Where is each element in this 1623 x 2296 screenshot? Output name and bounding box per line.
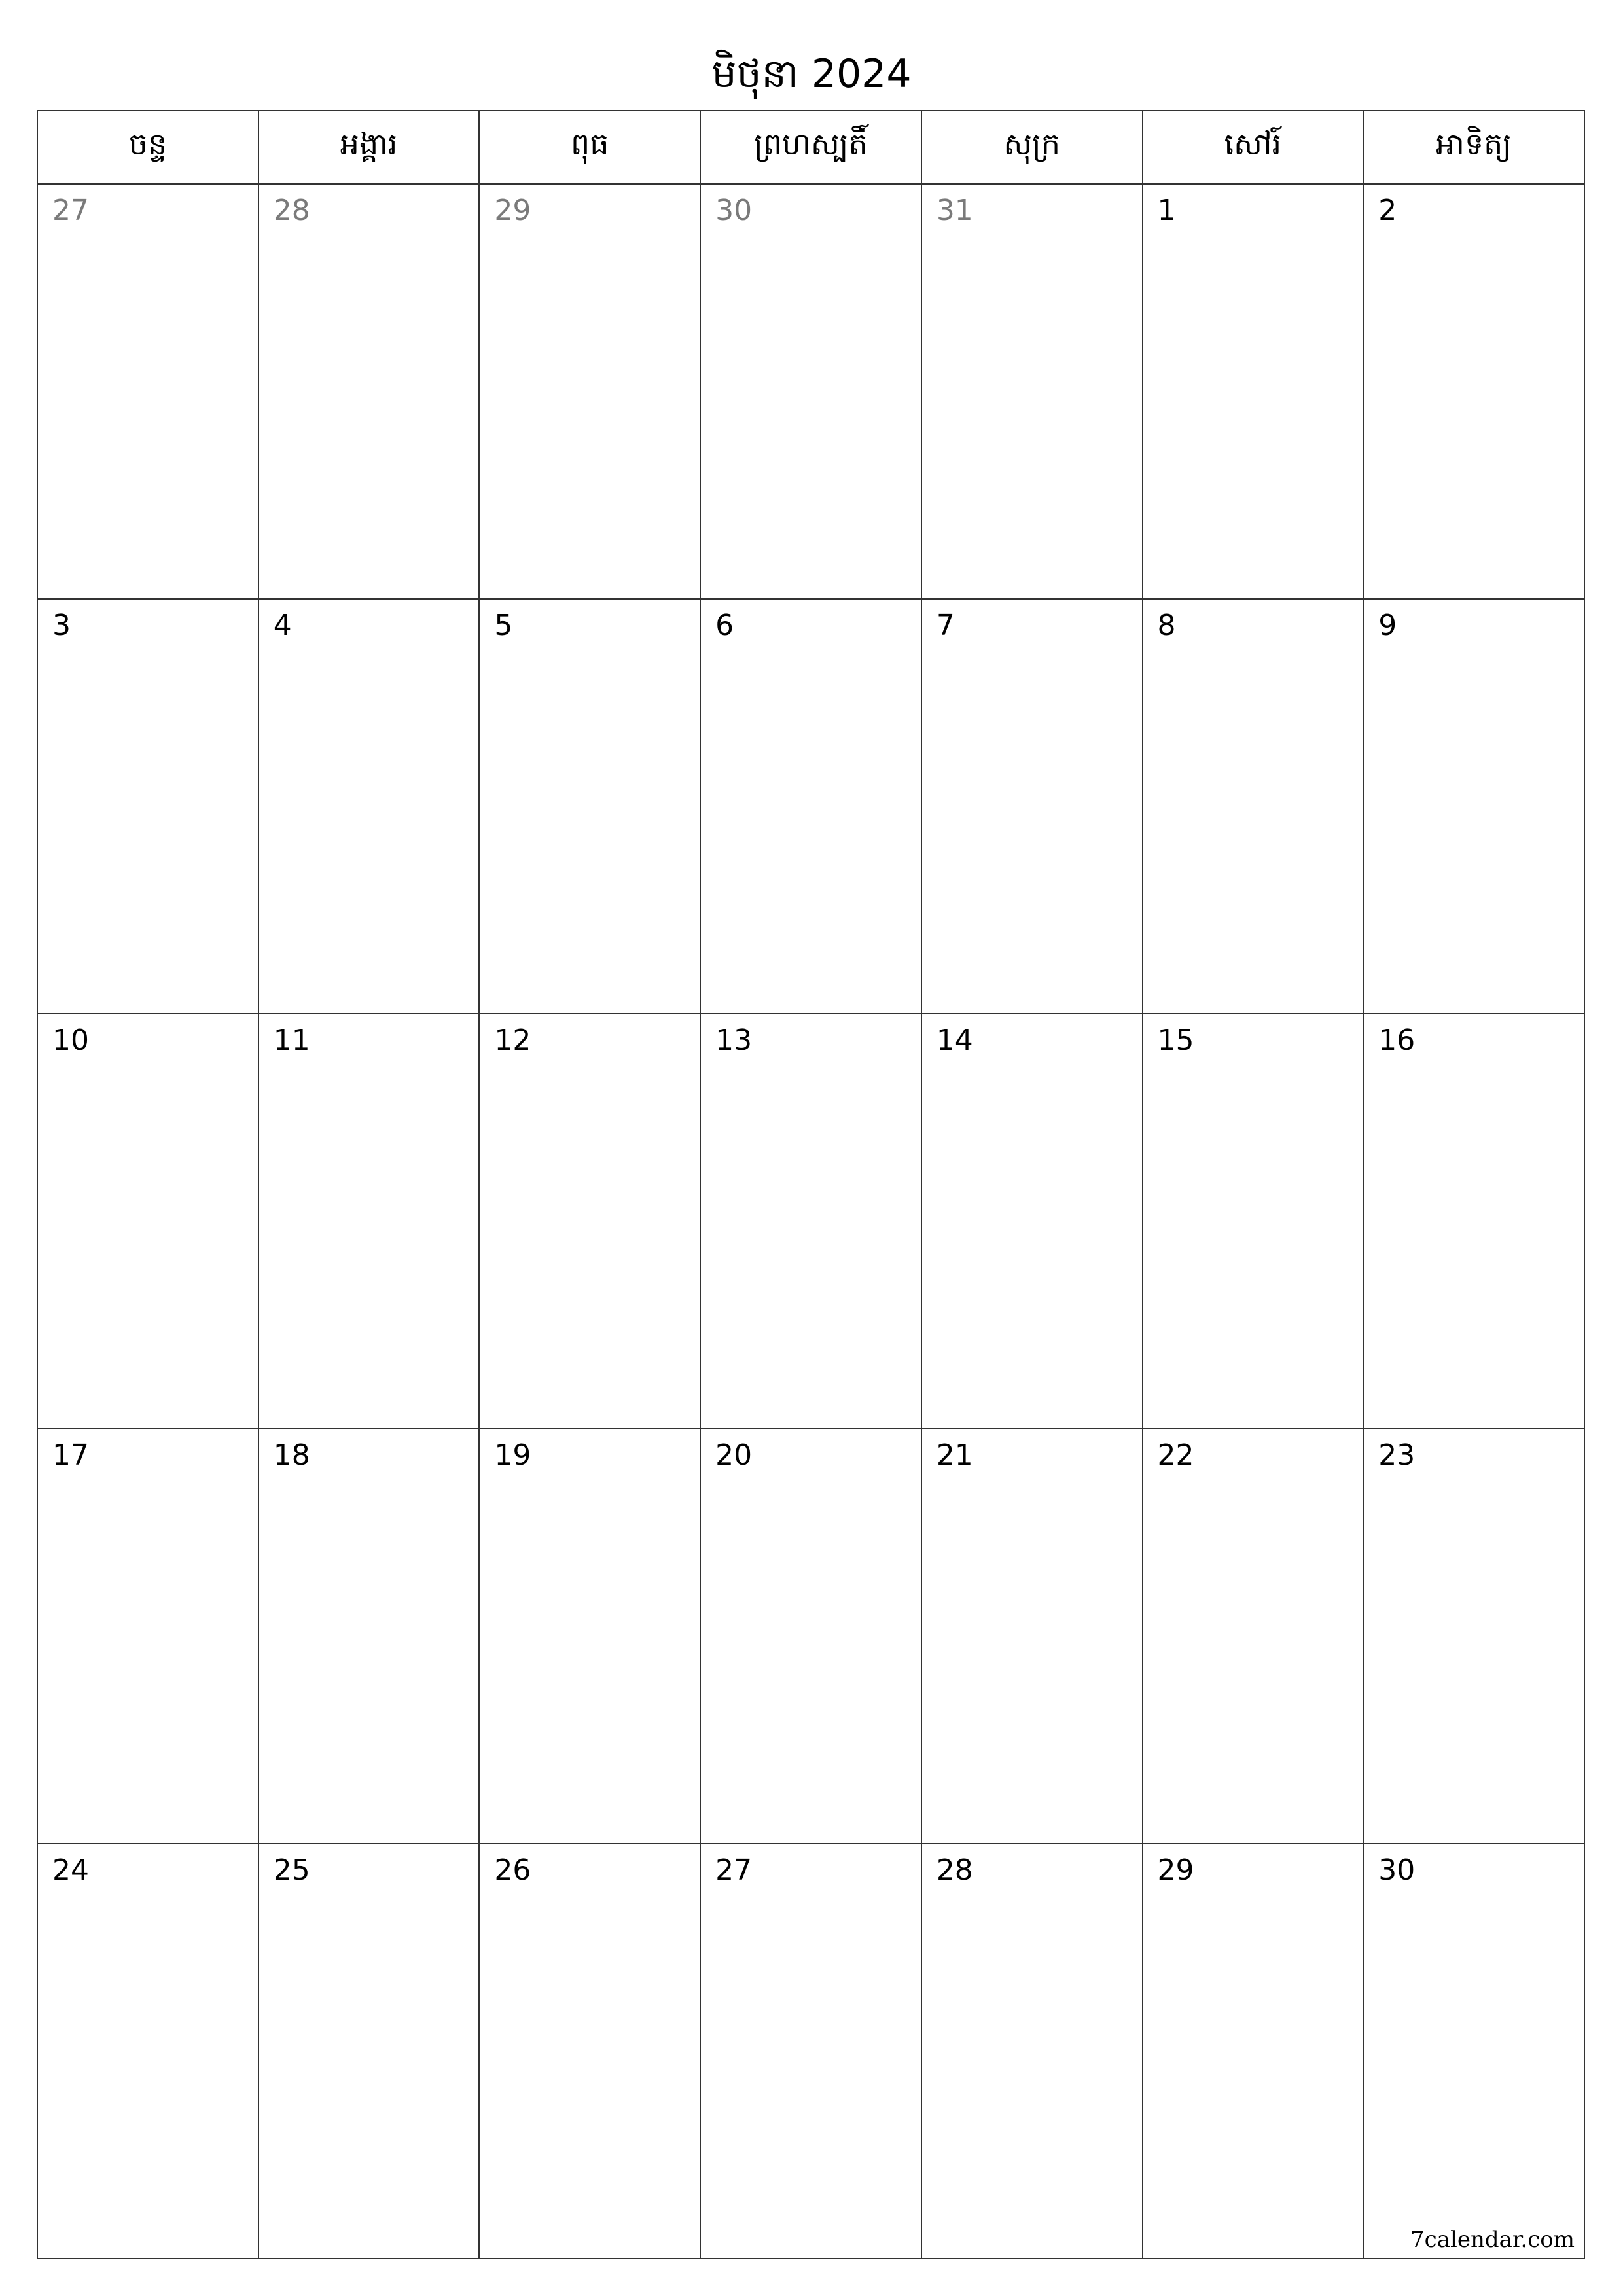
day-cell [37,1844,259,2259]
day-cell [37,599,259,1014]
day-number: 14 [936,1024,973,1057]
day-cell [479,599,700,1014]
day-cell [479,184,700,599]
day-number: 21 [936,1439,973,1472]
day-cell [1143,599,1364,1014]
day-cell [1143,1429,1364,1844]
day-number: 18 [273,1439,310,1472]
day-number: 10 [52,1024,89,1057]
day-number: 9 [1378,609,1397,642]
day-cell [37,184,259,599]
day-cell [1363,1014,1584,1429]
weekday-header-wednesday: ពុធ [479,111,700,184]
day-number: 29 [1157,1854,1194,1887]
weekday-header-tuesday: អង្គារ [259,111,480,184]
day-cell [921,1014,1143,1429]
day-number: 25 [273,1854,310,1887]
day-cell [700,1014,921,1429]
weekday-header-friday: សុក្រ [921,111,1143,184]
day-number: 22 [1157,1439,1194,1472]
day-cell [1363,184,1584,599]
week-row-3 [37,1014,1584,1429]
day-cell [921,1844,1143,2259]
day-number: 27 [715,1854,753,1887]
day-number: 24 [52,1854,89,1887]
weekday-header-monday: ចន្ទ [37,111,259,184]
calendar-title: មិថុនា 2024 [711,51,912,97]
day-cell [259,1844,480,2259]
day-cell [921,1429,1143,1844]
day-number: 13 [715,1024,753,1057]
day-cell [1363,599,1584,1014]
day-number: 12 [494,1024,531,1057]
day-number: 29 [494,194,531,227]
day-number: 28 [273,194,310,227]
day-cell [700,1429,921,1844]
weekday-header-row [37,111,1584,184]
day-number: 15 [1157,1024,1194,1057]
day-number: 7 [936,609,955,642]
day-number: 20 [715,1439,753,1472]
day-cell [921,184,1143,599]
day-cell [479,1429,700,1844]
day-number: 30 [715,194,753,227]
day-cell [259,184,480,599]
day-cell [700,1844,921,2259]
day-number: 31 [936,194,973,227]
day-number: 6 [715,609,734,642]
weekday-header-saturday: សៅរ៍ [1143,111,1364,184]
day-cell [479,1844,700,2259]
day-number: 8 [1157,609,1176,642]
day-number: 3 [52,609,71,642]
day-cell [259,1429,480,1844]
day-number: 28 [936,1854,973,1887]
day-number: 17 [52,1439,89,1472]
day-number: 1 [1157,194,1176,227]
day-cell [1143,184,1364,599]
day-cell [700,599,921,1014]
day-cell [479,1014,700,1429]
day-cell [37,1014,259,1429]
day-number: 27 [52,194,89,227]
day-cell [37,1429,259,1844]
weekday-header-thursday: ព្រហស្បតិ៍ [700,111,921,184]
day-number: 5 [494,609,513,642]
day-number: 11 [273,1024,310,1057]
day-number: 16 [1378,1024,1416,1057]
day-cell [1143,1844,1364,2259]
day-cell [921,599,1143,1014]
day-number: 30 [1378,1854,1416,1887]
day-number: 4 [273,609,292,642]
day-cell [700,184,921,599]
day-number: 26 [494,1854,531,1887]
week-row-2 [37,599,1584,1014]
day-cell [1143,1014,1364,1429]
weekday-header-sunday: អាទិត្យ [1363,111,1584,184]
week-row-1 [37,184,1584,599]
day-cell [259,599,480,1014]
day-cell [259,1014,480,1429]
month-grid [37,110,1585,2259]
site-watermark: 7calendar.com [1410,2227,1575,2253]
day-cell [1363,1429,1584,1844]
week-row-5 [37,1844,1584,2259]
day-number: 19 [494,1439,531,1472]
day-cell [1363,1844,1584,2259]
day-number: 2 [1378,194,1397,227]
week-row-4 [37,1429,1584,1844]
day-number: 23 [1378,1439,1416,1472]
